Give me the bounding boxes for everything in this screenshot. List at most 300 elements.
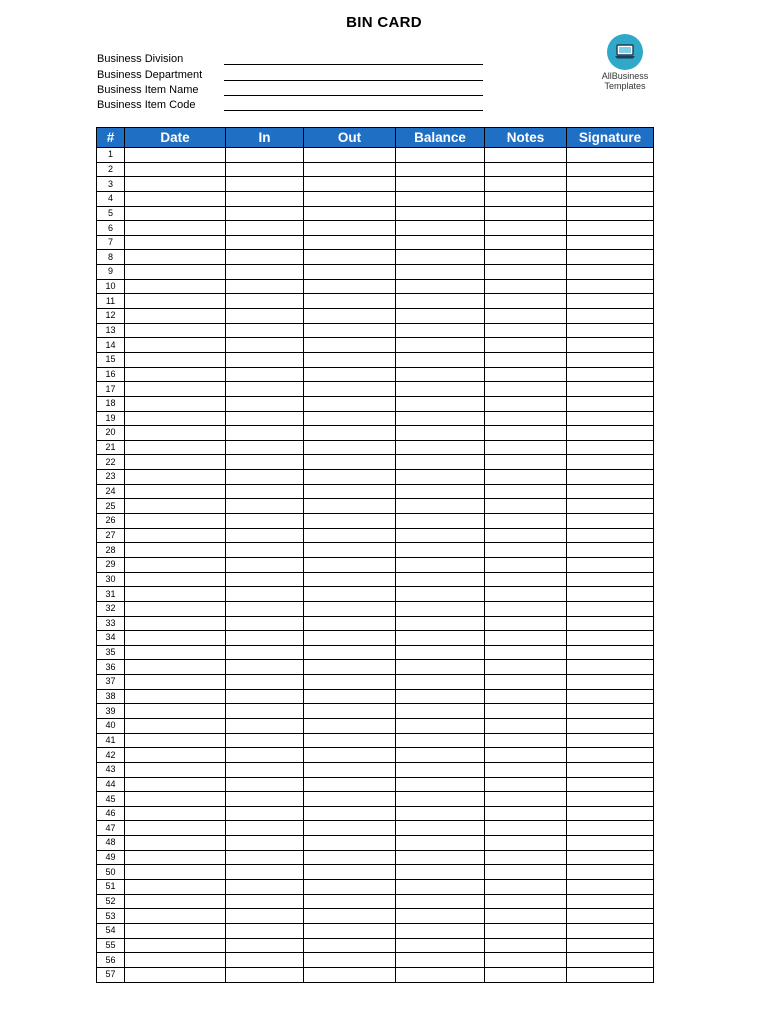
date-cell[interactable] (125, 470, 226, 485)
signature-cell[interactable] (567, 455, 654, 470)
date-cell[interactable] (125, 352, 226, 367)
out-cell[interactable] (304, 294, 396, 309)
date-cell[interactable] (125, 587, 226, 602)
notes-cell[interactable] (485, 367, 567, 382)
notes-cell[interactable] (485, 675, 567, 690)
date-cell[interactable] (125, 894, 226, 909)
out-cell[interactable] (304, 396, 396, 411)
notes-cell[interactable] (485, 528, 567, 543)
out-cell[interactable] (304, 411, 396, 426)
in-cell[interactable] (226, 777, 304, 792)
balance-cell[interactable] (396, 880, 485, 895)
out-cell[interactable] (304, 235, 396, 250)
balance-cell[interactable] (396, 836, 485, 851)
out-cell[interactable] (304, 514, 396, 529)
notes-cell[interactable] (485, 250, 567, 265)
in-cell[interactable] (226, 748, 304, 763)
date-cell[interactable] (125, 323, 226, 338)
in-cell[interactable] (226, 880, 304, 895)
signature-cell[interactable] (567, 499, 654, 514)
in-cell[interactable] (226, 601, 304, 616)
signature-cell[interactable] (567, 470, 654, 485)
in-cell[interactable] (226, 382, 304, 397)
signature-cell[interactable] (567, 294, 654, 309)
signature-cell[interactable] (567, 733, 654, 748)
notes-cell[interactable] (485, 235, 567, 250)
out-cell[interactable] (304, 850, 396, 865)
date-cell[interactable] (125, 675, 226, 690)
balance-cell[interactable] (396, 162, 485, 177)
signature-cell[interactable] (567, 967, 654, 982)
out-cell[interactable] (304, 484, 396, 499)
in-cell[interactable] (226, 587, 304, 602)
date-cell[interactable] (125, 528, 226, 543)
balance-cell[interactable] (396, 440, 485, 455)
out-cell[interactable] (304, 265, 396, 280)
signature-cell[interactable] (567, 148, 654, 163)
in-cell[interactable] (226, 762, 304, 777)
in-cell[interactable] (226, 806, 304, 821)
date-cell[interactable] (125, 762, 226, 777)
signature-cell[interactable] (567, 191, 654, 206)
notes-cell[interactable] (485, 396, 567, 411)
in-cell[interactable] (226, 309, 304, 324)
balance-cell[interactable] (396, 953, 485, 968)
in-cell[interactable] (226, 426, 304, 441)
balance-cell[interactable] (396, 792, 485, 807)
date-cell[interactable] (125, 836, 226, 851)
signature-cell[interactable] (567, 675, 654, 690)
notes-cell[interactable] (485, 294, 567, 309)
date-cell[interactable] (125, 221, 226, 236)
in-cell[interactable] (226, 865, 304, 880)
balance-cell[interactable] (396, 148, 485, 163)
date-cell[interactable] (125, 499, 226, 514)
balance-cell[interactable] (396, 601, 485, 616)
balance-cell[interactable] (396, 250, 485, 265)
out-cell[interactable] (304, 601, 396, 616)
date-cell[interactable] (125, 733, 226, 748)
out-cell[interactable] (304, 967, 396, 982)
signature-cell[interactable] (567, 894, 654, 909)
out-cell[interactable] (304, 367, 396, 382)
balance-cell[interactable] (396, 631, 485, 646)
signature-cell[interactable] (567, 704, 654, 719)
in-cell[interactable] (226, 675, 304, 690)
in-cell[interactable] (226, 821, 304, 836)
out-cell[interactable] (304, 338, 396, 353)
notes-cell[interactable] (485, 440, 567, 455)
signature-cell[interactable] (567, 631, 654, 646)
out-cell[interactable] (304, 148, 396, 163)
balance-cell[interactable] (396, 909, 485, 924)
in-cell[interactable] (226, 850, 304, 865)
business-item-name-input[interactable] (224, 84, 483, 96)
date-cell[interactable] (125, 557, 226, 572)
notes-cell[interactable] (485, 162, 567, 177)
date-cell[interactable] (125, 426, 226, 441)
date-cell[interactable] (125, 777, 226, 792)
balance-cell[interactable] (396, 850, 485, 865)
in-cell[interactable] (226, 894, 304, 909)
signature-cell[interactable] (567, 382, 654, 397)
in-cell[interactable] (226, 191, 304, 206)
in-cell[interactable] (226, 689, 304, 704)
signature-cell[interactable] (567, 777, 654, 792)
date-cell[interactable] (125, 645, 226, 660)
date-cell[interactable] (125, 440, 226, 455)
out-cell[interactable] (304, 923, 396, 938)
out-cell[interactable] (304, 733, 396, 748)
notes-cell[interactable] (485, 426, 567, 441)
signature-cell[interactable] (567, 206, 654, 221)
signature-cell[interactable] (567, 938, 654, 953)
signature-cell[interactable] (567, 718, 654, 733)
signature-cell[interactable] (567, 645, 654, 660)
notes-cell[interactable] (485, 762, 567, 777)
balance-cell[interactable] (396, 865, 485, 880)
in-cell[interactable] (226, 221, 304, 236)
signature-cell[interactable] (567, 352, 654, 367)
signature-cell[interactable] (567, 923, 654, 938)
notes-cell[interactable] (485, 265, 567, 280)
signature-cell[interactable] (567, 484, 654, 499)
signature-cell[interactable] (567, 587, 654, 602)
out-cell[interactable] (304, 440, 396, 455)
notes-cell[interactable] (485, 806, 567, 821)
notes-cell[interactable] (485, 631, 567, 646)
in-cell[interactable] (226, 352, 304, 367)
date-cell[interactable] (125, 748, 226, 763)
date-cell[interactable] (125, 265, 226, 280)
signature-cell[interactable] (567, 601, 654, 616)
out-cell[interactable] (304, 528, 396, 543)
notes-cell[interactable] (485, 718, 567, 733)
signature-cell[interactable] (567, 572, 654, 587)
balance-cell[interactable] (396, 279, 485, 294)
balance-cell[interactable] (396, 426, 485, 441)
out-cell[interactable] (304, 221, 396, 236)
date-cell[interactable] (125, 484, 226, 499)
balance-cell[interactable] (396, 309, 485, 324)
balance-cell[interactable] (396, 762, 485, 777)
notes-cell[interactable] (485, 953, 567, 968)
in-cell[interactable] (226, 631, 304, 646)
balance-cell[interactable] (396, 572, 485, 587)
date-cell[interactable] (125, 953, 226, 968)
balance-cell[interactable] (396, 338, 485, 353)
business-division-input[interactable] (224, 53, 483, 65)
notes-cell[interactable] (485, 894, 567, 909)
date-cell[interactable] (125, 938, 226, 953)
date-cell[interactable] (125, 162, 226, 177)
signature-cell[interactable] (567, 221, 654, 236)
out-cell[interactable] (304, 689, 396, 704)
balance-cell[interactable] (396, 514, 485, 529)
out-cell[interactable] (304, 572, 396, 587)
date-cell[interactable] (125, 455, 226, 470)
balance-cell[interactable] (396, 557, 485, 572)
out-cell[interactable] (304, 352, 396, 367)
out-cell[interactable] (304, 616, 396, 631)
balance-cell[interactable] (396, 587, 485, 602)
signature-cell[interactable] (567, 250, 654, 265)
out-cell[interactable] (304, 382, 396, 397)
in-cell[interactable] (226, 718, 304, 733)
date-cell[interactable] (125, 865, 226, 880)
balance-cell[interactable] (396, 733, 485, 748)
out-cell[interactable] (304, 279, 396, 294)
balance-cell[interactable] (396, 323, 485, 338)
in-cell[interactable] (226, 792, 304, 807)
notes-cell[interactable] (485, 572, 567, 587)
signature-cell[interactable] (567, 850, 654, 865)
out-cell[interactable] (304, 499, 396, 514)
date-cell[interactable] (125, 689, 226, 704)
balance-cell[interactable] (396, 191, 485, 206)
notes-cell[interactable] (485, 177, 567, 192)
balance-cell[interactable] (396, 235, 485, 250)
date-cell[interactable] (125, 206, 226, 221)
notes-cell[interactable] (485, 484, 567, 499)
in-cell[interactable] (226, 543, 304, 558)
notes-cell[interactable] (485, 279, 567, 294)
notes-cell[interactable] (485, 411, 567, 426)
notes-cell[interactable] (485, 645, 567, 660)
date-cell[interactable] (125, 543, 226, 558)
balance-cell[interactable] (396, 294, 485, 309)
in-cell[interactable] (226, 923, 304, 938)
balance-cell[interactable] (396, 821, 485, 836)
date-cell[interactable] (125, 294, 226, 309)
in-cell[interactable] (226, 206, 304, 221)
in-cell[interactable] (226, 162, 304, 177)
out-cell[interactable] (304, 309, 396, 324)
date-cell[interactable] (125, 411, 226, 426)
out-cell[interactable] (304, 704, 396, 719)
in-cell[interactable] (226, 836, 304, 851)
signature-cell[interactable] (567, 557, 654, 572)
in-cell[interactable] (226, 440, 304, 455)
out-cell[interactable] (304, 206, 396, 221)
date-cell[interactable] (125, 514, 226, 529)
balance-cell[interactable] (396, 484, 485, 499)
balance-cell[interactable] (396, 967, 485, 982)
signature-cell[interactable] (567, 235, 654, 250)
date-cell[interactable] (125, 631, 226, 646)
in-cell[interactable] (226, 250, 304, 265)
balance-cell[interactable] (396, 455, 485, 470)
notes-cell[interactable] (485, 880, 567, 895)
in-cell[interactable] (226, 279, 304, 294)
in-cell[interactable] (226, 660, 304, 675)
in-cell[interactable] (226, 411, 304, 426)
balance-cell[interactable] (396, 470, 485, 485)
date-cell[interactable] (125, 148, 226, 163)
in-cell[interactable] (226, 514, 304, 529)
in-cell[interactable] (226, 557, 304, 572)
balance-cell[interactable] (396, 645, 485, 660)
out-cell[interactable] (304, 587, 396, 602)
in-cell[interactable] (226, 953, 304, 968)
signature-cell[interactable] (567, 367, 654, 382)
date-cell[interactable] (125, 367, 226, 382)
in-cell[interactable] (226, 733, 304, 748)
balance-cell[interactable] (396, 528, 485, 543)
in-cell[interactable] (226, 909, 304, 924)
out-cell[interactable] (304, 938, 396, 953)
signature-cell[interactable] (567, 806, 654, 821)
notes-cell[interactable] (485, 967, 567, 982)
in-cell[interactable] (226, 528, 304, 543)
balance-cell[interactable] (396, 748, 485, 763)
out-cell[interactable] (304, 191, 396, 206)
date-cell[interactable] (125, 923, 226, 938)
notes-cell[interactable] (485, 514, 567, 529)
out-cell[interactable] (304, 631, 396, 646)
business-department-input[interactable] (224, 69, 483, 81)
in-cell[interactable] (226, 645, 304, 660)
signature-cell[interactable] (567, 821, 654, 836)
out-cell[interactable] (304, 894, 396, 909)
date-cell[interactable] (125, 601, 226, 616)
balance-cell[interactable] (396, 894, 485, 909)
out-cell[interactable] (304, 675, 396, 690)
in-cell[interactable] (226, 367, 304, 382)
signature-cell[interactable] (567, 953, 654, 968)
date-cell[interactable] (125, 792, 226, 807)
notes-cell[interactable] (485, 660, 567, 675)
notes-cell[interactable] (485, 923, 567, 938)
balance-cell[interactable] (396, 704, 485, 719)
in-cell[interactable] (226, 704, 304, 719)
date-cell[interactable] (125, 821, 226, 836)
balance-cell[interactable] (396, 660, 485, 675)
in-cell[interactable] (226, 396, 304, 411)
date-cell[interactable] (125, 396, 226, 411)
in-cell[interactable] (226, 148, 304, 163)
in-cell[interactable] (226, 265, 304, 280)
balance-cell[interactable] (396, 938, 485, 953)
in-cell[interactable] (226, 499, 304, 514)
notes-cell[interactable] (485, 455, 567, 470)
balance-cell[interactable] (396, 689, 485, 704)
in-cell[interactable] (226, 616, 304, 631)
notes-cell[interactable] (485, 221, 567, 236)
in-cell[interactable] (226, 338, 304, 353)
date-cell[interactable] (125, 309, 226, 324)
signature-cell[interactable] (567, 748, 654, 763)
date-cell[interactable] (125, 880, 226, 895)
notes-cell[interactable] (485, 938, 567, 953)
notes-cell[interactable] (485, 587, 567, 602)
signature-cell[interactable] (567, 660, 654, 675)
signature-cell[interactable] (567, 909, 654, 924)
date-cell[interactable] (125, 279, 226, 294)
in-cell[interactable] (226, 938, 304, 953)
balance-cell[interactable] (396, 499, 485, 514)
out-cell[interactable] (304, 821, 396, 836)
balance-cell[interactable] (396, 543, 485, 558)
balance-cell[interactable] (396, 382, 485, 397)
in-cell[interactable] (226, 294, 304, 309)
in-cell[interactable] (226, 455, 304, 470)
out-cell[interactable] (304, 426, 396, 441)
date-cell[interactable] (125, 177, 226, 192)
out-cell[interactable] (304, 162, 396, 177)
out-cell[interactable] (304, 806, 396, 821)
out-cell[interactable] (304, 762, 396, 777)
notes-cell[interactable] (485, 777, 567, 792)
balance-cell[interactable] (396, 616, 485, 631)
balance-cell[interactable] (396, 352, 485, 367)
notes-cell[interactable] (485, 689, 567, 704)
signature-cell[interactable] (567, 177, 654, 192)
date-cell[interactable] (125, 382, 226, 397)
signature-cell[interactable] (567, 865, 654, 880)
out-cell[interactable] (304, 909, 396, 924)
out-cell[interactable] (304, 323, 396, 338)
notes-cell[interactable] (485, 836, 567, 851)
notes-cell[interactable] (485, 309, 567, 324)
notes-cell[interactable] (485, 191, 567, 206)
out-cell[interactable] (304, 836, 396, 851)
signature-cell[interactable] (567, 689, 654, 704)
balance-cell[interactable] (396, 177, 485, 192)
balance-cell[interactable] (396, 221, 485, 236)
notes-cell[interactable] (485, 470, 567, 485)
in-cell[interactable] (226, 323, 304, 338)
out-cell[interactable] (304, 865, 396, 880)
date-cell[interactable] (125, 909, 226, 924)
in-cell[interactable] (226, 572, 304, 587)
balance-cell[interactable] (396, 265, 485, 280)
balance-cell[interactable] (396, 777, 485, 792)
notes-cell[interactable] (485, 543, 567, 558)
notes-cell[interactable] (485, 821, 567, 836)
out-cell[interactable] (304, 455, 396, 470)
notes-cell[interactable] (485, 338, 567, 353)
out-cell[interactable] (304, 953, 396, 968)
in-cell[interactable] (226, 235, 304, 250)
signature-cell[interactable] (567, 762, 654, 777)
signature-cell[interactable] (567, 880, 654, 895)
business-item-code-input[interactable] (224, 99, 483, 111)
notes-cell[interactable] (485, 865, 567, 880)
notes-cell[interactable] (485, 323, 567, 338)
notes-cell[interactable] (485, 748, 567, 763)
notes-cell[interactable] (485, 148, 567, 163)
date-cell[interactable] (125, 660, 226, 675)
signature-cell[interactable] (567, 396, 654, 411)
date-cell[interactable] (125, 235, 226, 250)
signature-cell[interactable] (567, 616, 654, 631)
date-cell[interactable] (125, 718, 226, 733)
date-cell[interactable] (125, 850, 226, 865)
out-cell[interactable] (304, 660, 396, 675)
date-cell[interactable] (125, 572, 226, 587)
notes-cell[interactable] (485, 352, 567, 367)
notes-cell[interactable] (485, 850, 567, 865)
out-cell[interactable] (304, 718, 396, 733)
notes-cell[interactable] (485, 616, 567, 631)
out-cell[interactable] (304, 777, 396, 792)
signature-cell[interactable] (567, 323, 654, 338)
out-cell[interactable] (304, 470, 396, 485)
date-cell[interactable] (125, 250, 226, 265)
notes-cell[interactable] (485, 792, 567, 807)
signature-cell[interactable] (567, 411, 654, 426)
